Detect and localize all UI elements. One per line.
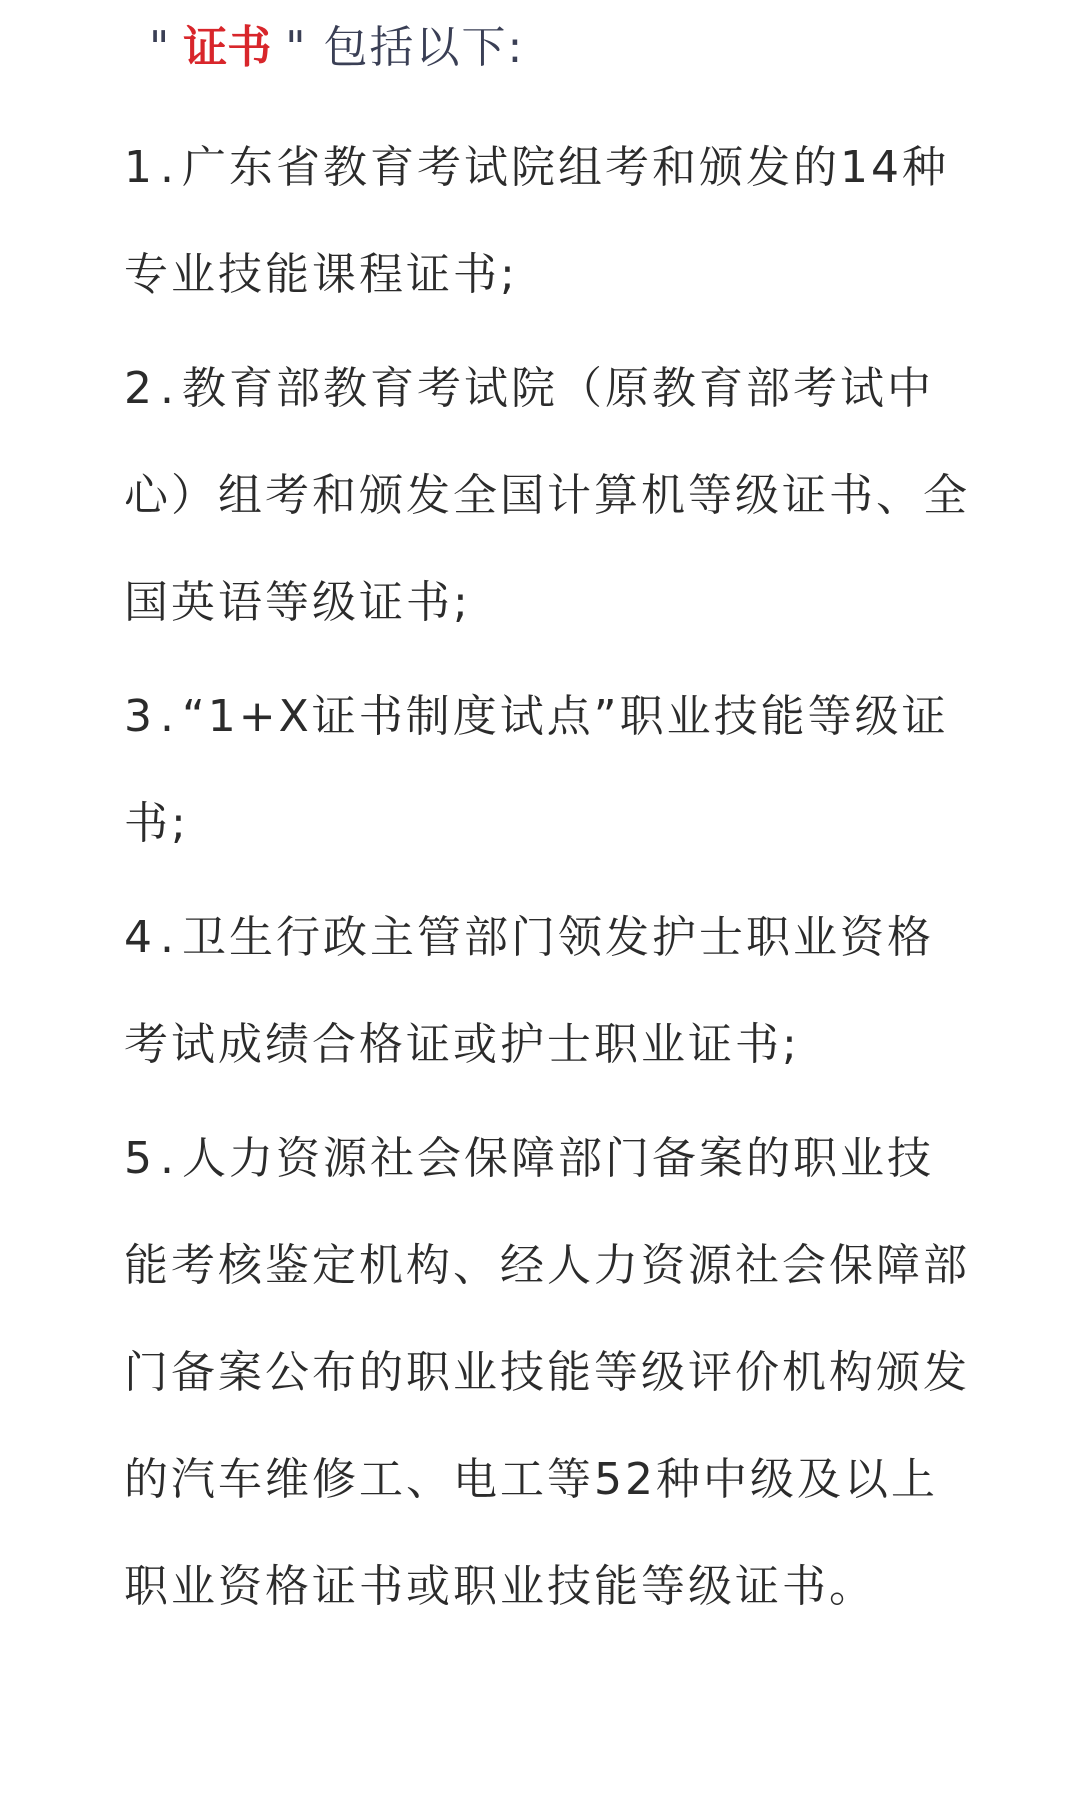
list-item: 3 . “1+X证书制度试点”职业技能等级证书; (124, 691, 949, 849)
list-item: 2 . 教育部教育考试院（原教育部考试中心）组考和颁发全国计算机等级证书、全国英语等级证书; (124, 363, 970, 628)
item-number: 2 (124, 363, 152, 414)
item-number: 1 (124, 142, 152, 193)
list-item: 4 . 卫生行政主管部门领发护士职业资格考试成绩合格证或护士职业证书; (124, 912, 934, 1070)
item-text: 教育部教育考试院（原教育部考试中心）组考和颁发全国计算机等级证书、全国英语等级证书; (124, 363, 970, 628)
heading-keyword: 证书 (183, 22, 272, 73)
certificate-list (124, 114, 970, 1647)
list-item: 1 . 广东省教育考试院组考和颁发的14种专业技能课程证书; (124, 142, 949, 300)
item-text: 广东省教育考试院组考和颁发的14种专业技能课程证书; (124, 142, 949, 300)
item-text: 卫生行政主管部门领发护士职业资格考试成绩合格证或护士职业证书; (124, 912, 934, 1070)
heading (135, 18, 524, 78)
heading-open-quote: " (149, 22, 170, 73)
item-number: 3 (124, 691, 152, 742)
heading-close-quote: " (285, 22, 306, 73)
item-number: 4 (124, 912, 152, 963)
item-text: 人力资源社会保障部门备案的职业技能考核鉴定机构、经人力资源社会保障部门备案公布的职业技能等级评价机构颁发的汽车维修工、电工等52种中级及以上职业资格证书或职业技能等级证书。 (124, 1133, 970, 1612)
item-text: “1+X证书制度试点”职业技能等级证书; (124, 691, 949, 849)
list-item: 5 . 人力资源社会保障部门备案的职业技能考核鉴定机构、经人力资源社会保障部门备案公布的职业技能等级评价机构颁发的汽车维修工、电工等52种中级及以上职业资格证书或职业技能等级证书。 (124, 1133, 970, 1612)
heading-rest: 包括以下: (323, 22, 525, 73)
item-number: 5 (124, 1133, 152, 1184)
